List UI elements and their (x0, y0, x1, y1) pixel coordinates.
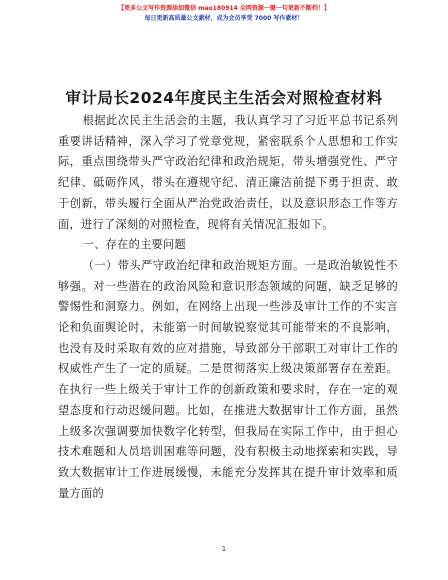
promo-banner-line-1: 【更多公文写作资源添加微信 mao180914 全网资源一键一句更新不断档！】 (118, 5, 330, 12)
promo-banner (0, 4, 448, 24)
intro-paragraph: 根据此次民主生活会的主题，我认真学习了习近平总书记系列重要讲话精神，深入学习了党章党规，紧密联系个人思想和工作实际，重点围绕带头严守政治纪律和政治规矩，带头增强党性、严守纪律、砥砺作风，带头在遵规守纪、清正廉洁前提下勇于担责、敢于创新，带头履行全面从严治党政治责任，以及意识形态工作等方面，进行了深刻的对照检查，现将有关情况汇报如下。 (58, 114, 398, 231)
body-paragraph: （一）带头严守政治纪律和政治规矩方面。一是政治敏锐性不够强。对一些潜在的政治风险和意识形态领域的问题，缺乏足够的警惕性和洞察力。例如，在网络上出现一些涉及审计工作的不实言论和负面舆论时，未能第一时间敏锐察觉其可能带来的不良影响，也没有及时采取有效的应对措施，导致部分干部职工对审计工作的权威性产生了一定的质疑。二是贯彻落实上级决策部署存在差距。在执行一些上级关于审计工作的创新政策和要求时，存在一定的观望态度和行动迟缓问题。比如，在推进大数据审计工作方面，虽然上级多次强调要加快数字化转型，但我局在实际工作中，由于担心技术难题和人员培训困难等问题，没有积极主动地探索和实践，导致大数据审计工作进展缓慢，未能充分发挥其在提升审计效率和质量方面的 (58, 258, 398, 500)
section-heading: 一、存在的主要问题 (82, 238, 187, 252)
page-number: 1 (221, 545, 227, 553)
document-title: 审计局长2024年度民主生活会对照检查材料 (65, 89, 383, 107)
promo-banner-line-2: 每日更新高质量公文素材，成为会员享受 7000 写作素材！ (144, 15, 304, 22)
document-body (58, 111, 398, 504)
